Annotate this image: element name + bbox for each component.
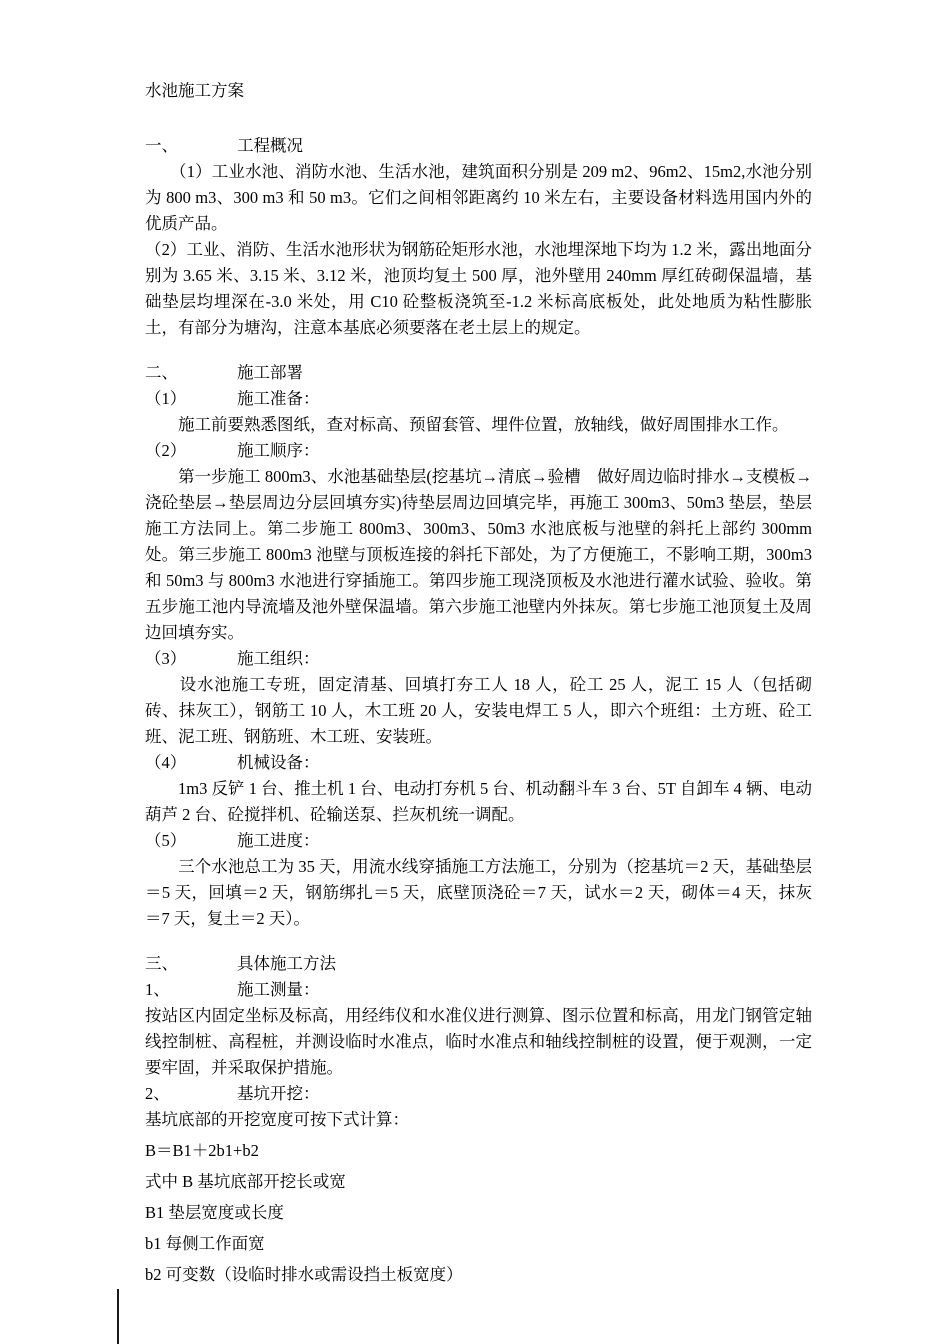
subheading-3-2 <box>145 1081 812 1107</box>
subheading-number-2-4: （4） <box>145 753 187 772</box>
section-heading-1 <box>145 133 812 159</box>
paragraph-3-2: 基坑底部的开挖宽度可按下式计算： <box>145 1110 409 1129</box>
subheading-number-3-1: 1、 <box>145 980 170 999</box>
paragraph-2-5: 三个水池总工为 35 天，用流水线穿插施工方法施工，分别为（挖基坑＝2 天，基础垫层＝5 天，回填＝2 天，钢筋绑扎＝5 天，底壁顶浇砼＝7 天，试水＝2 天，砌体＝4 天，抹灰＝7 天，复土＝2 天）。 <box>145 857 812 928</box>
formula-note-4: b2 可变数（设临时排水或需设挡土板宽度） <box>145 1265 463 1284</box>
paragraph-1-2: （2）工业、消防、生活水池形状为钢筋砼矩形水池，水池埋深地下均为 1.2 米，露出地面分别为 3.65 米、3.15 米、3.12 米，池顶均复土 500 厚，池外壁用 240mm 厚红砖砌保温墙，基础垫层均埋深在-3.0 米处，用 C10 砼整板浇筑至-1.2 米标高底板处，此处地质为粘性膨胀土，有部分为塘沟，注意本基底必须要落在老土层上的规定。 <box>145 240 812 337</box>
paragraph-2-3: 设水池施工专班，固定清基、回填打夯工人 18 人，砼工 25 人，泥工 15 人（包括砌砖、抹灰工），钢筋工 10 人，木工班 20 人，安装电焊工 5 人，即六个班组：土方班、砼工班、泥工班、钢筋班、木工班、安装班。 <box>145 675 812 746</box>
paragraph-1-1: （1）工业水池、消防水池、生活水池，建筑面积分别是 209 m2、96m2、15m2,水池分别为 800 m3、300 m3 和 50 m3。它们之间相邻距离约 10 米左右，主要设备材料选用国内外的优质产品。 <box>145 162 812 233</box>
document-title: 水池施工方案 <box>145 81 244 100</box>
paragraph-2-4: 1m3 反铲 1 台、推土机 1 台、电动打夯机 5 台、机动翻斗车 3 台、5T 自卸车 4 辆、电动葫芦 2 台、砼搅拌机、砼输送泵、拦灰机统一调配。 <box>145 779 812 824</box>
formula-line: B＝B1＋2b1+b2 <box>145 1141 259 1160</box>
subheading-2-3 <box>145 646 812 672</box>
subheading-title-2-3: 施工组织： <box>237 649 320 668</box>
section-heading-2 <box>145 360 812 386</box>
section-number-1: 一、 <box>145 136 178 155</box>
paragraph-3-1: 按站区内固定坐标及标高，用经纬仪和水准仪进行测算、图示位置和标高，用龙门钢管定轴线控制桩、高程桩，并测设临时水准点，临时水准点和轴线控制桩的设置，便于观测，一定要牢固，并采取保护措施。 <box>145 1006 812 1077</box>
section-heading-3 <box>145 951 812 977</box>
page-edge-mark <box>117 1289 119 1344</box>
subheading-title-2-5: 施工进度： <box>237 831 320 850</box>
paragraph-2-1: 施工前要熟悉图纸，查对标高、预留套管、埋件位置，放轴线，做好周围排水工作。 <box>145 415 789 434</box>
section-title-1: 工程概况 <box>237 136 303 155</box>
formula-note-3: b1 每侧工作面宽 <box>145 1234 265 1253</box>
subheading-title-3-1: 施工测量： <box>237 980 320 999</box>
subheading-title-2-4: 机械设备： <box>237 753 320 772</box>
section-number-2: 二、 <box>145 363 178 382</box>
subheading-number-3-2: 2、 <box>145 1084 170 1103</box>
formula-note-2: B1 垫层宽度或长度 <box>145 1203 284 1222</box>
subheading-2-4 <box>145 750 812 776</box>
subheading-title-3-2: 基坑开挖： <box>237 1084 320 1103</box>
section-number-3: 三、 <box>145 954 178 973</box>
paragraph-2-2: 第一步施工 800m3、水池基础垫层(挖基坑→清底→验槽 做好周边临时排水→支模板→浇砼垫层→垫层周边分层回填夯实)待垫层周边回填完毕，再施工 300m3、50m3 垫层，垫层施工方法同上。第二步施工 800m3、300m3、50m3 水池底板与池壁的斜托上部约 300mm 处。第三步施工 800m3 池壁与顶板连接的斜托下部处，为了方便施工，不影响工期，300m3 和 50m3 与 800m3 水池进行穿插施工。第四步施工现浇顶板及水池进行灌水试验、验收。第五步施工池内导流墙及池外壁保温墙。第六步施工池壁内外抹灰。第七步施工池顶复土及周边回填夯实。 <box>145 467 817 642</box>
subheading-number-2-1: （1） <box>145 389 187 408</box>
formula-note-1: 式中 B 基坑底部开挖长或宽 <box>145 1172 346 1191</box>
subheading-number-2-2: （2） <box>145 441 187 460</box>
subheading-number-2-3: （3） <box>145 649 187 668</box>
section-title-2: 施工部署 <box>237 363 303 382</box>
subheading-number-2-5: （5） <box>145 831 187 850</box>
subheading-title-2-2: 施工顺序： <box>237 441 320 460</box>
subheading-2-2 <box>145 438 812 464</box>
subheading-2-1 <box>145 386 812 412</box>
section-title-3: 具体施工方法 <box>237 954 336 973</box>
subheading-2-5 <box>145 828 812 854</box>
subheading-title-2-1: 施工准备： <box>237 389 320 408</box>
subheading-3-1 <box>145 977 812 1003</box>
